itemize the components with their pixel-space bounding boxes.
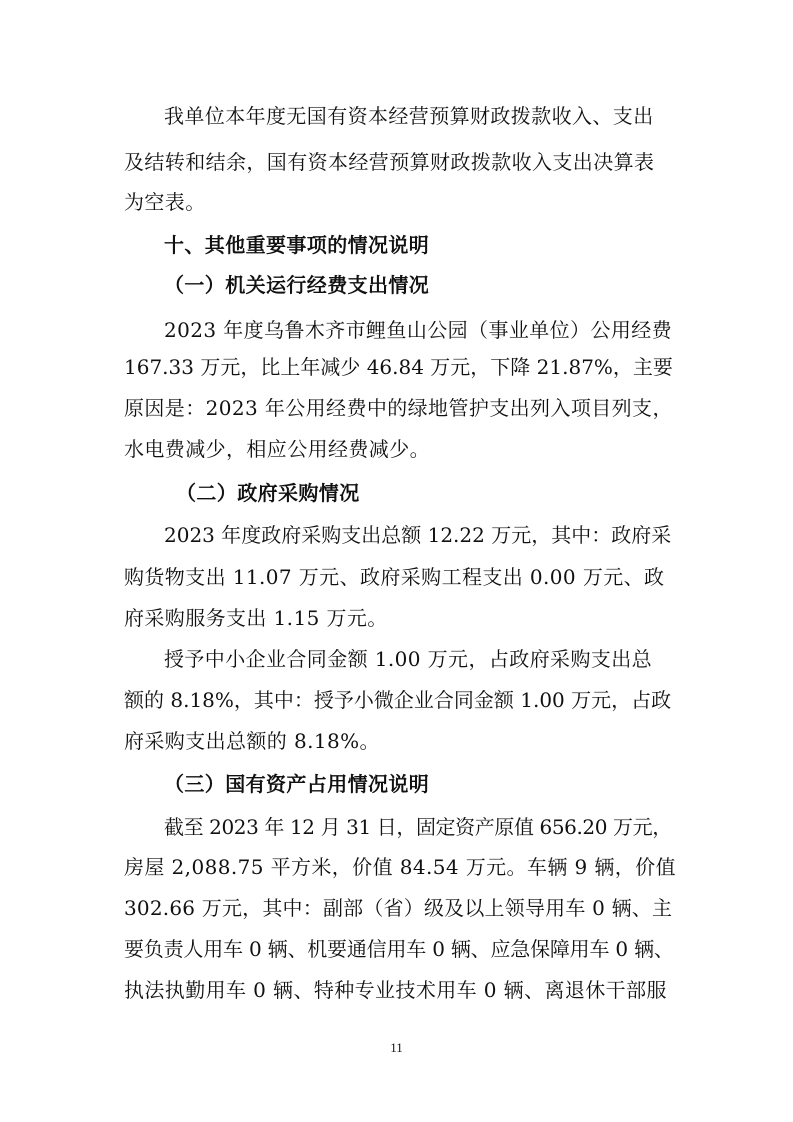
page-number: 11 [390,1040,403,1055]
paragraph-line: 购货物支出 11.07 万元、政府采购工程支出 0.00 万元、政 [124,565,665,589]
paragraph-line: 302.66 万元，其中：副部（省）级及以上领导用车 0 辆、主 [124,896,673,920]
paragraph-line: 167.33 万元，比上年减少 46.84 万元，下降 21.87%，主要 [124,355,673,379]
paragraph-line: 执法执勤用车 0 辆、特种专业技术用车 0 辆、离退休干部服 [124,978,667,1002]
paragraph-line: 我单位本年度无国有资本经营预算财政拨款收入、支出 [164,104,654,128]
paragraph-line: 为空表。 [124,190,206,214]
subsection-heading: （二）政府采购情况 [176,481,360,505]
paragraph-line: 房屋 2,088.75 平方米，价值 84.54 万元。车辆 9 辆，价值 [124,855,676,879]
paragraph-line: 额的 8.18%，其中：授予小微企业合同金额 1.00 万元，占政 [124,688,672,712]
subsection-heading: （三）国有资产占用情况说明 [164,772,430,796]
subsection-heading: （一）机关运行经费支出情况 [164,273,430,297]
paragraph-line: 2023 年度政府采购支出总额 12.22 万元，其中：政府采 [164,523,672,547]
paragraph-line: 及结转和结余，国有资本经营预算财政拨款收入支出决算表 [124,150,655,174]
paragraph-line: 授予中小企业合同金额 1.00 万元，占政府采购支出总 [164,647,653,671]
section-heading: 十、其他重要事项的情况说明 [164,233,430,257]
paragraph-line: 截至 2023 年 12 月 31 日，固定资产原值 656.20 万元， [164,815,672,839]
paragraph-line: 府采购支出总额的 8.18%。 [124,729,380,753]
paragraph-line: 2023 年度乌鲁木齐市鲤鱼山公园（事业单位）公用经费 [164,318,673,342]
paragraph-line: 原因是：2023 年公用经费中的绿地管护支出列入项目列支， [124,396,673,420]
paragraph-line: 水电费减少，相应公用经费减少。 [124,437,430,461]
paragraph-line: 要负责人用车 0 辆、机要通信用车 0 辆、应急保障用车 0 辆、 [124,937,674,961]
paragraph-line: 府采购服务支出 1.15 万元。 [124,606,388,630]
